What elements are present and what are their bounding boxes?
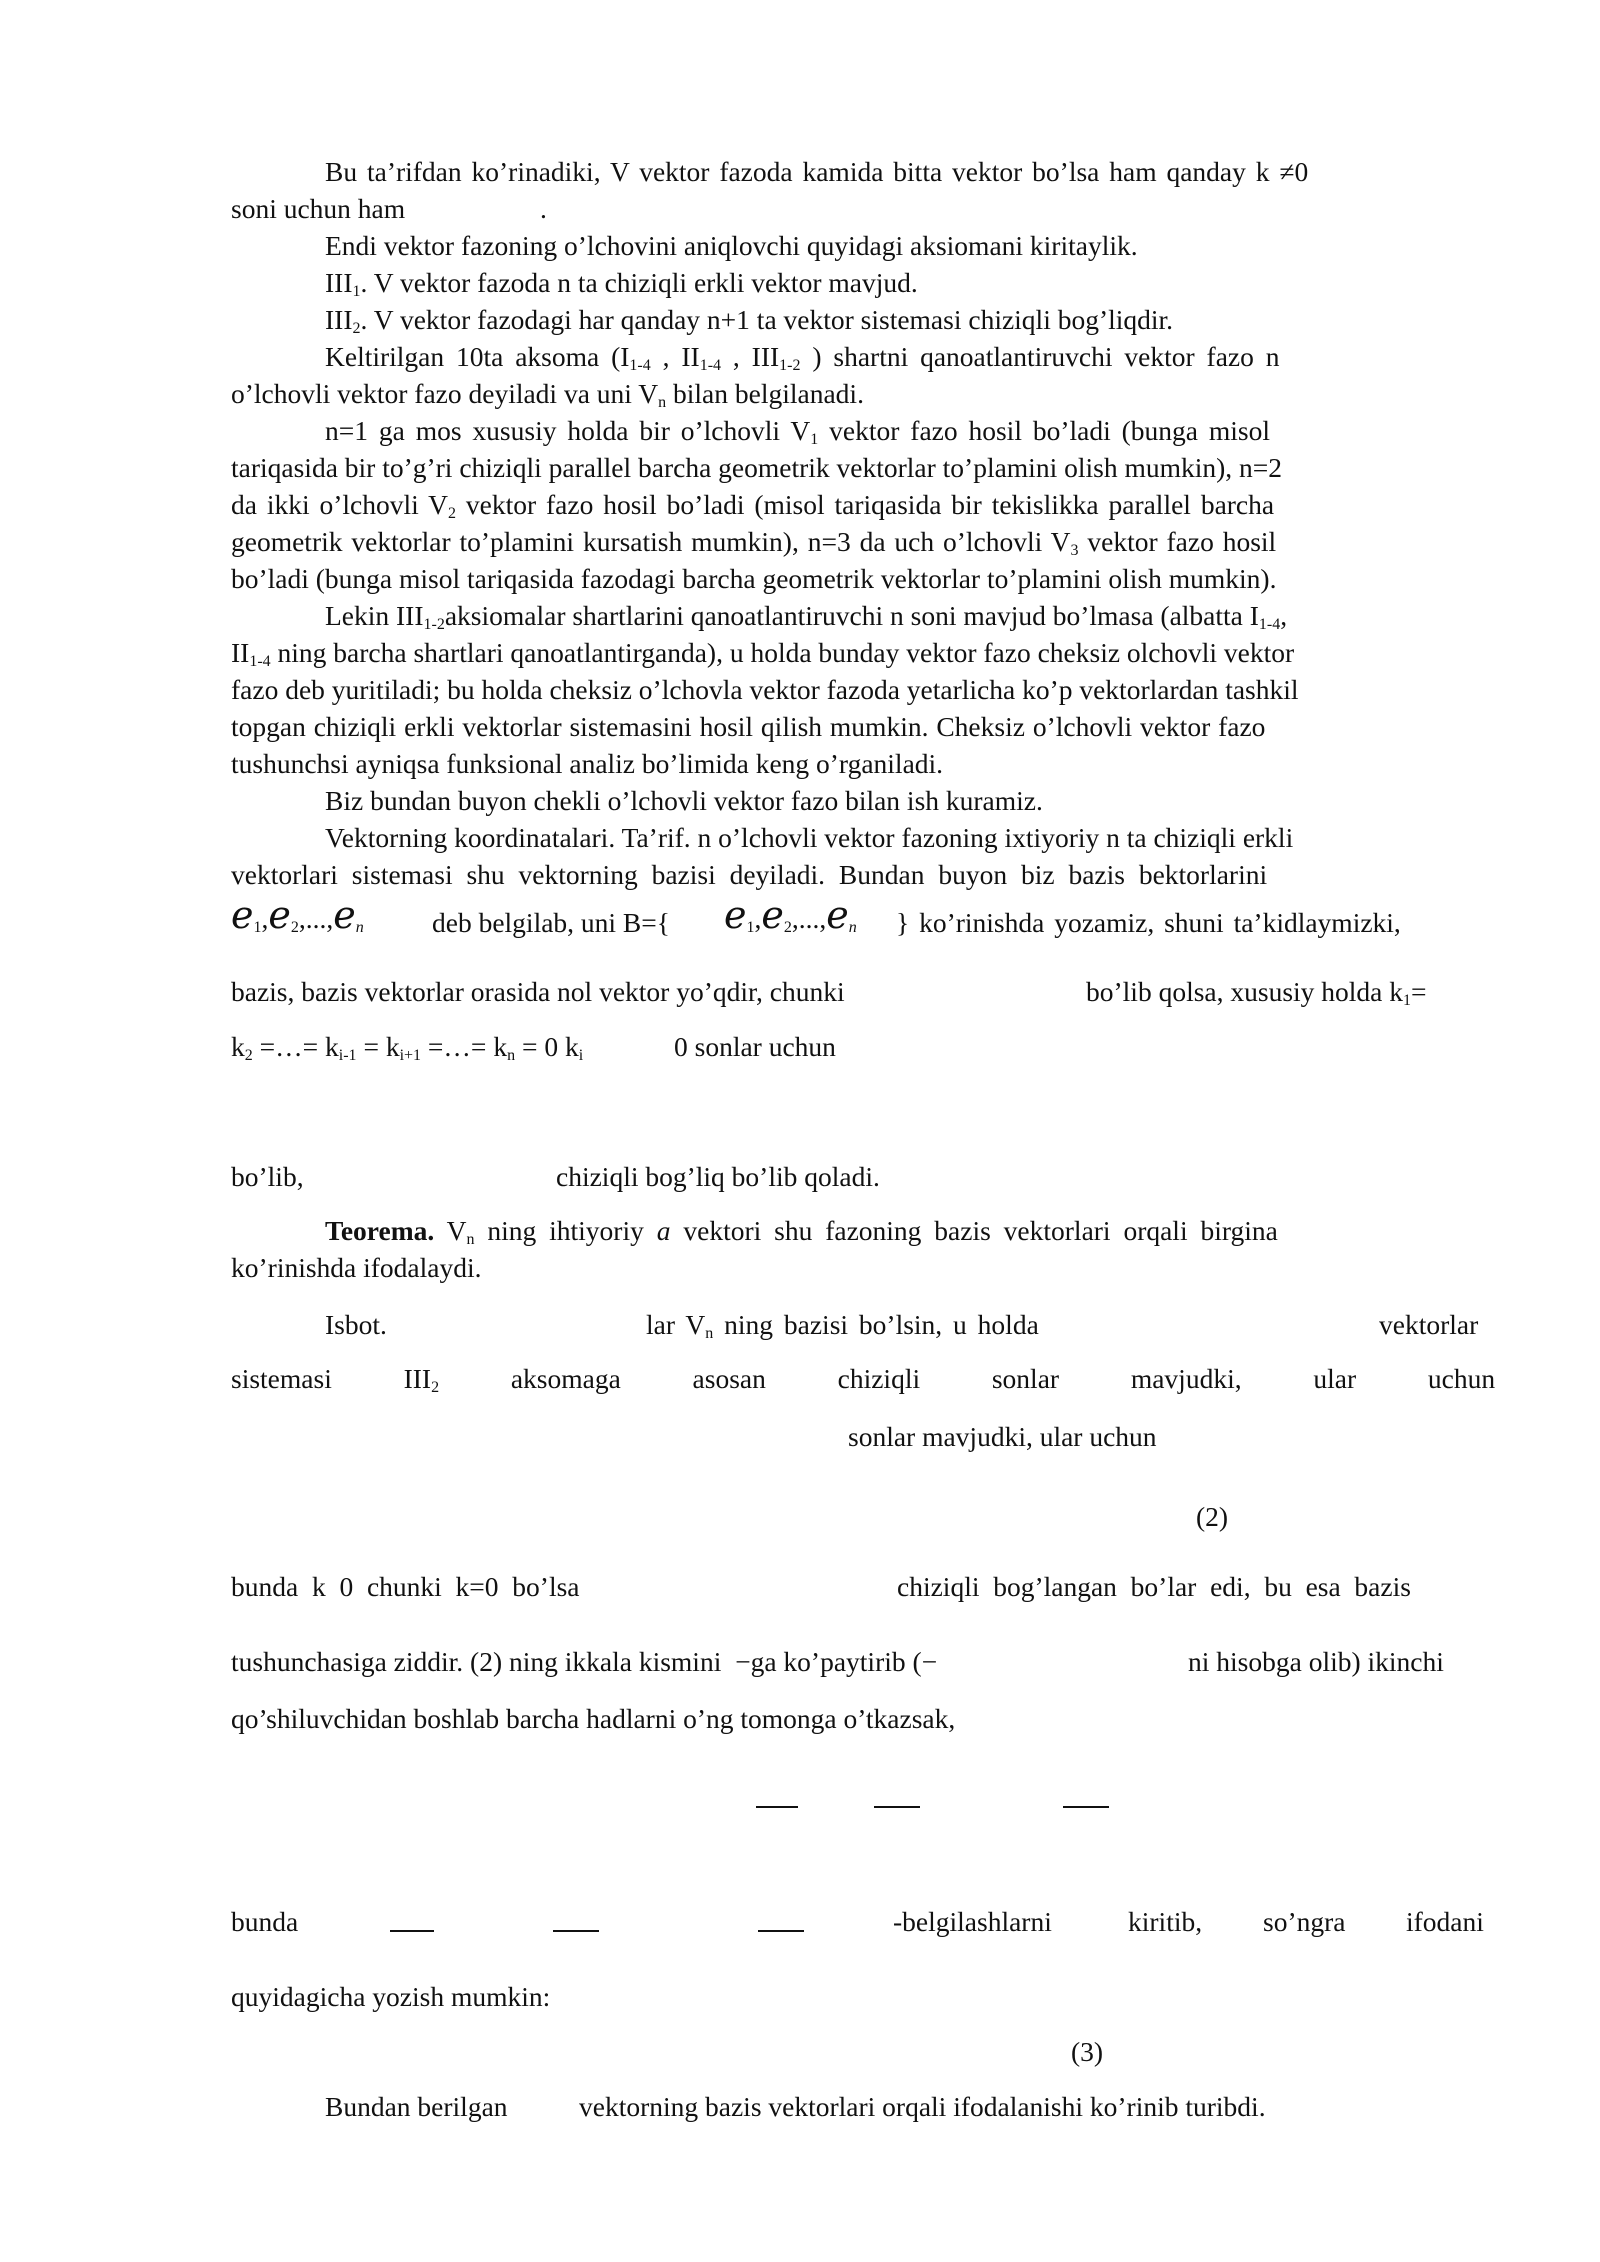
- text-line: [231, 1645, 937, 1679]
- text-line: [325, 414, 1495, 448]
- text: ular: [1313, 1363, 1357, 1394]
- text: so’ngra: [1263, 1906, 1346, 1937]
- text-line: [1128, 1905, 1202, 1939]
- subscript: 1-4: [1258, 616, 1281, 633]
- subscript: 2: [448, 505, 457, 522]
- fraction-bar: [874, 1806, 920, 1808]
- text-line: [231, 525, 1495, 559]
- basis-set-formula: [724, 893, 857, 937]
- text: ,...,: [298, 903, 334, 934]
- text-line: [231, 1702, 955, 1736]
- theorem-line: [325, 1214, 1278, 1248]
- text: quyidagicha yozish mumkin:: [231, 1981, 551, 2012]
- text: ni hisobga olib) ikinchi: [1188, 1646, 1444, 1677]
- text-line: [231, 1030, 583, 1064]
- subscript: 1: [810, 431, 819, 448]
- text: ,: [754, 903, 762, 934]
- subscript: 1: [253, 919, 262, 936]
- basis-vector: e: [761, 893, 784, 937]
- basis-vector: e: [231, 893, 254, 937]
- text: soni uchun ham: [231, 193, 406, 224]
- text-line: [231, 488, 1495, 522]
- vector-a: a: [656, 1215, 671, 1246]
- text-line: [231, 377, 1495, 411]
- text: bunda k 0 chunki k=0 bo’lsa: [231, 1571, 580, 1602]
- text: . V vektor fazodagi har qanday n+1 ta vektor sistemasi chiziqli bog’liqdir.: [360, 304, 1174, 335]
- text: (2): [1196, 1501, 1229, 1532]
- text-line: [231, 1980, 550, 2014]
- fraction-bar: [756, 1806, 798, 1808]
- text: k: [231, 1031, 245, 1062]
- basis-vector: e: [333, 893, 356, 937]
- text-line: [231, 1362, 1495, 1396]
- text-line: [579, 2090, 1266, 2124]
- text: bo’lib qolsa, xususiy holda k: [1086, 976, 1404, 1007]
- text-line: [646, 1308, 1039, 1342]
- text-line: [231, 858, 1495, 892]
- text: chiziqli bog’langan bo’lar edi, bu esa bazis: [897, 1571, 1411, 1602]
- text: III: [325, 267, 353, 298]
- fraction-bar: [390, 1930, 434, 1932]
- text-line: [325, 155, 1495, 189]
- text: , II: [650, 341, 700, 372]
- text: -belgilashlarni: [893, 1906, 1052, 1937]
- text-line: [231, 1160, 304, 1194]
- subscript: 1: [746, 919, 755, 936]
- text: Biz bundan buyon chekli o’lchovli vektor fazo bilan ish kuramiz.: [325, 785, 1043, 816]
- text: ning ihtiyoriy: [474, 1215, 657, 1246]
- text-line: [897, 1570, 1411, 1604]
- text: vektor fazo hosil bo’ladi (misol tariqasida bir tekislikka parallel barcha: [456, 489, 1275, 520]
- subscript: 1: [352, 283, 361, 300]
- text: vektor fazo hosil bo’ladi (bunga misol: [818, 415, 1270, 446]
- text-line: [231, 975, 845, 1009]
- fraction-bar: [553, 1930, 599, 1932]
- subscript: 2: [290, 919, 299, 936]
- text-line: [231, 673, 1495, 707]
- text-line: [325, 1308, 387, 1342]
- text-line: [231, 1570, 580, 1604]
- text: =…= k: [252, 1031, 339, 1062]
- text: II: [231, 637, 250, 668]
- text-line: [325, 599, 1495, 633]
- text: lar V: [646, 1309, 706, 1340]
- subscript: 1-2: [779, 357, 801, 374]
- text-line: [1379, 1308, 1478, 1342]
- text: } ko’rinishda yozamiz, shuni ta’kidlaymizki,: [896, 907, 1401, 938]
- text: III: [325, 304, 353, 335]
- text: sistemasi: [231, 1363, 332, 1394]
- text: sonlar: [991, 1363, 1060, 1394]
- subscript: i-1: [338, 1047, 357, 1064]
- text: aksomaga: [510, 1363, 621, 1394]
- subscript: n: [466, 1231, 475, 1248]
- text-line: [896, 906, 1401, 940]
- text-line: [231, 562, 1495, 596]
- text: ko’rinishda ifodalaydi.: [231, 1252, 482, 1283]
- text-line: [231, 451, 1495, 485]
- text: ifodani: [1406, 1906, 1484, 1937]
- text: vektor fazo hosil: [1078, 526, 1277, 557]
- text: uchun: [1427, 1363, 1496, 1394]
- text: asosan: [692, 1363, 766, 1394]
- text-line: [1406, 1905, 1484, 1939]
- text: =: [1411, 976, 1427, 1007]
- subscript: n: [507, 1047, 516, 1064]
- basis-vectors-formula: [231, 893, 364, 937]
- text: Bundan berilgan: [325, 2091, 508, 2122]
- text: bazis, bazis vektorlar orasida nol vektor yo’qdir, chunki: [231, 976, 845, 1007]
- text: ning bazisi bo’lsin, u holda: [713, 1309, 1039, 1340]
- text-group: [404, 1363, 439, 1394]
- subscript: 1-2: [423, 616, 445, 633]
- text: deb belgilab, uni B={: [432, 907, 670, 938]
- text-line: [848, 1420, 1157, 1454]
- text-line: [325, 229, 1495, 263]
- basis-vector: e: [826, 893, 849, 937]
- text: = 0 k: [515, 1031, 579, 1062]
- text-line: [231, 192, 1495, 226]
- subscript: 2: [431, 1379, 440, 1396]
- text: bilan belgilanadi.: [666, 378, 864, 409]
- text: ,: [1280, 600, 1288, 631]
- text-line: [1086, 975, 1427, 1009]
- text-line: [231, 1905, 298, 1939]
- text: bo’ladi (bunga misol tariqasida fazodagi barcha geometrik vektorlar to’plamini olish mumkin).: [231, 563, 1277, 594]
- text: vektori shu fazoning bazis vektorlari orqali birgina: [670, 1215, 1278, 1246]
- subscript: n: [705, 1325, 714, 1342]
- text: =…= k: [421, 1031, 508, 1062]
- text: chiziqli bog’liq bo’lib qoladi.: [556, 1161, 880, 1192]
- theorem-label: Teorema.: [325, 1215, 435, 1246]
- text-line: [432, 906, 670, 940]
- text-line: [1188, 1645, 1444, 1679]
- text: kiritib,: [1128, 1906, 1203, 1937]
- text: topgan chiziqli erkli vektorlar sistemasini hosil qilish mumkin. Cheksiz o’lchovli vektor fazo: [231, 711, 1266, 742]
- text: Endi vektor fazoning o’lchovini aniqlovchi quyidagi aksiomani kiritaylik.: [325, 230, 1138, 261]
- axiom-line: [325, 303, 1495, 337]
- subscript: i: [578, 1047, 584, 1064]
- text: ,: [261, 903, 269, 934]
- subscript: 2: [244, 1047, 253, 1064]
- text: = k: [356, 1031, 400, 1062]
- text: , III: [721, 341, 780, 372]
- text: tariqasida bir to’g’ri chiziqli parallel barcha geometrik vektorlar to’plamini olish mumkin), n=2: [231, 452, 1283, 483]
- subscript: i+1: [399, 1047, 422, 1064]
- text-line: [674, 1030, 836, 1064]
- text: chiziqli: [837, 1363, 921, 1394]
- text: o’lchovli vektor fazo deyiladi va uni V: [231, 378, 659, 409]
- text-line: [325, 340, 1495, 374]
- text-line: [325, 2090, 508, 2124]
- text: ning barcha shartlari qanoatlantirganda), u holda bunday vektor fazo cheksiz olchovli vektor: [270, 637, 1295, 668]
- text: ,...,: [791, 903, 827, 934]
- text-line: [231, 710, 1495, 744]
- text: ) shartni qanoatlantiruvchi vektor fazo n: [800, 341, 1280, 372]
- subscript: 1: [1403, 992, 1412, 1009]
- subscript: 1-4: [699, 357, 722, 374]
- subscript: 1-4: [249, 653, 271, 670]
- text: aksiomalar shartlarini qanoatlantiruvchi n soni mavjud bo’lmasa (albatta I: [444, 600, 1259, 631]
- text: 0 sonlar uchun: [674, 1031, 836, 1062]
- text: vektorning bazis vektorlari orqali ifodalanishi ko’rinib turibdi.: [579, 2091, 1266, 2122]
- text-line: [893, 1905, 1052, 1939]
- text: vektorlari sistemasi shu vektorning bazisi deyiladi. Bundan buyon biz bazis bektorlarini: [231, 859, 1268, 890]
- text: sonlar mavjudki, ular uchun: [848, 1421, 1157, 1452]
- text: tushunchasiga ziddir. (2) ning ikkala kismini −ga ko’paytirib (−: [231, 1646, 938, 1677]
- text: qo’shiluvchidan boshlab barcha hadlarni o’ng tomonga o’tkazsak,: [231, 1703, 956, 1734]
- text: Vektorning koordinatalari. Ta’rif. n o’lchovli vektor fazoning ixtiyoriy n ta chiziqli erkli: [325, 822, 1294, 853]
- subscript: 2: [352, 320, 361, 337]
- text: Lekin III: [325, 600, 424, 631]
- text: geometrik vektorlar to’plamini kursatish mumkin), n=3 da uch o’lchovli V: [231, 526, 1071, 557]
- text-line: [325, 821, 1495, 855]
- text: (3): [1071, 2036, 1104, 2067]
- text: III: [403, 1363, 432, 1394]
- subscript: n: [658, 394, 667, 411]
- subscript: 1-4: [629, 357, 651, 374]
- text: Bu ta’rifdan ko’rinadiki, V vektor fazoda kamida bitta vektor bo’lsa ham qanday k ≠0: [325, 156, 1309, 187]
- basis-vector: e: [268, 893, 291, 937]
- fraction-bar: [1063, 1806, 1109, 1808]
- text-line: [231, 747, 1495, 781]
- proof-label: Isbot.: [325, 1309, 387, 1340]
- text: . V vektor fazoda n ta chiziqli erkli vektor mavjud.: [360, 267, 918, 298]
- text-line: [1263, 1905, 1345, 1939]
- text: vektorlar: [1379, 1309, 1479, 1340]
- text: bunda: [231, 1906, 299, 1937]
- text: Keltirilgan 10ta aksoma (I: [325, 341, 630, 372]
- text: V: [434, 1215, 467, 1246]
- text: da ikki o’lchovli V: [231, 489, 449, 520]
- text: .: [540, 193, 547, 224]
- text-line: [325, 784, 1495, 818]
- text: tushunchsi ayniqsa funksional analiz bo’limida keng o’rganiladi.: [231, 748, 944, 779]
- subscript: 2: [783, 919, 792, 936]
- text-line: [231, 636, 1495, 670]
- subscript: n: [848, 919, 857, 936]
- text: mavjudki,: [1130, 1363, 1242, 1394]
- subscript: n: [355, 919, 364, 936]
- subscript: 3: [1070, 542, 1079, 559]
- text: n=1 ga mos xususiy holda bir o’lchovli V: [325, 415, 811, 446]
- text: bo’lib,: [231, 1161, 304, 1192]
- axiom-line: [325, 266, 1495, 300]
- equation-number: [1071, 2035, 1103, 2069]
- equation-number: [1196, 1500, 1228, 1534]
- fraction-bar: [758, 1930, 804, 1932]
- text-line: [556, 1160, 880, 1194]
- basis-vector: e: [724, 893, 747, 937]
- text: fazo deb yuritiladi; bu holda cheksiz o’lchovla vektor fazoda yetarlicha ko’p vektorlardan tashkil: [231, 674, 1299, 705]
- text-line: [231, 1251, 482, 1285]
